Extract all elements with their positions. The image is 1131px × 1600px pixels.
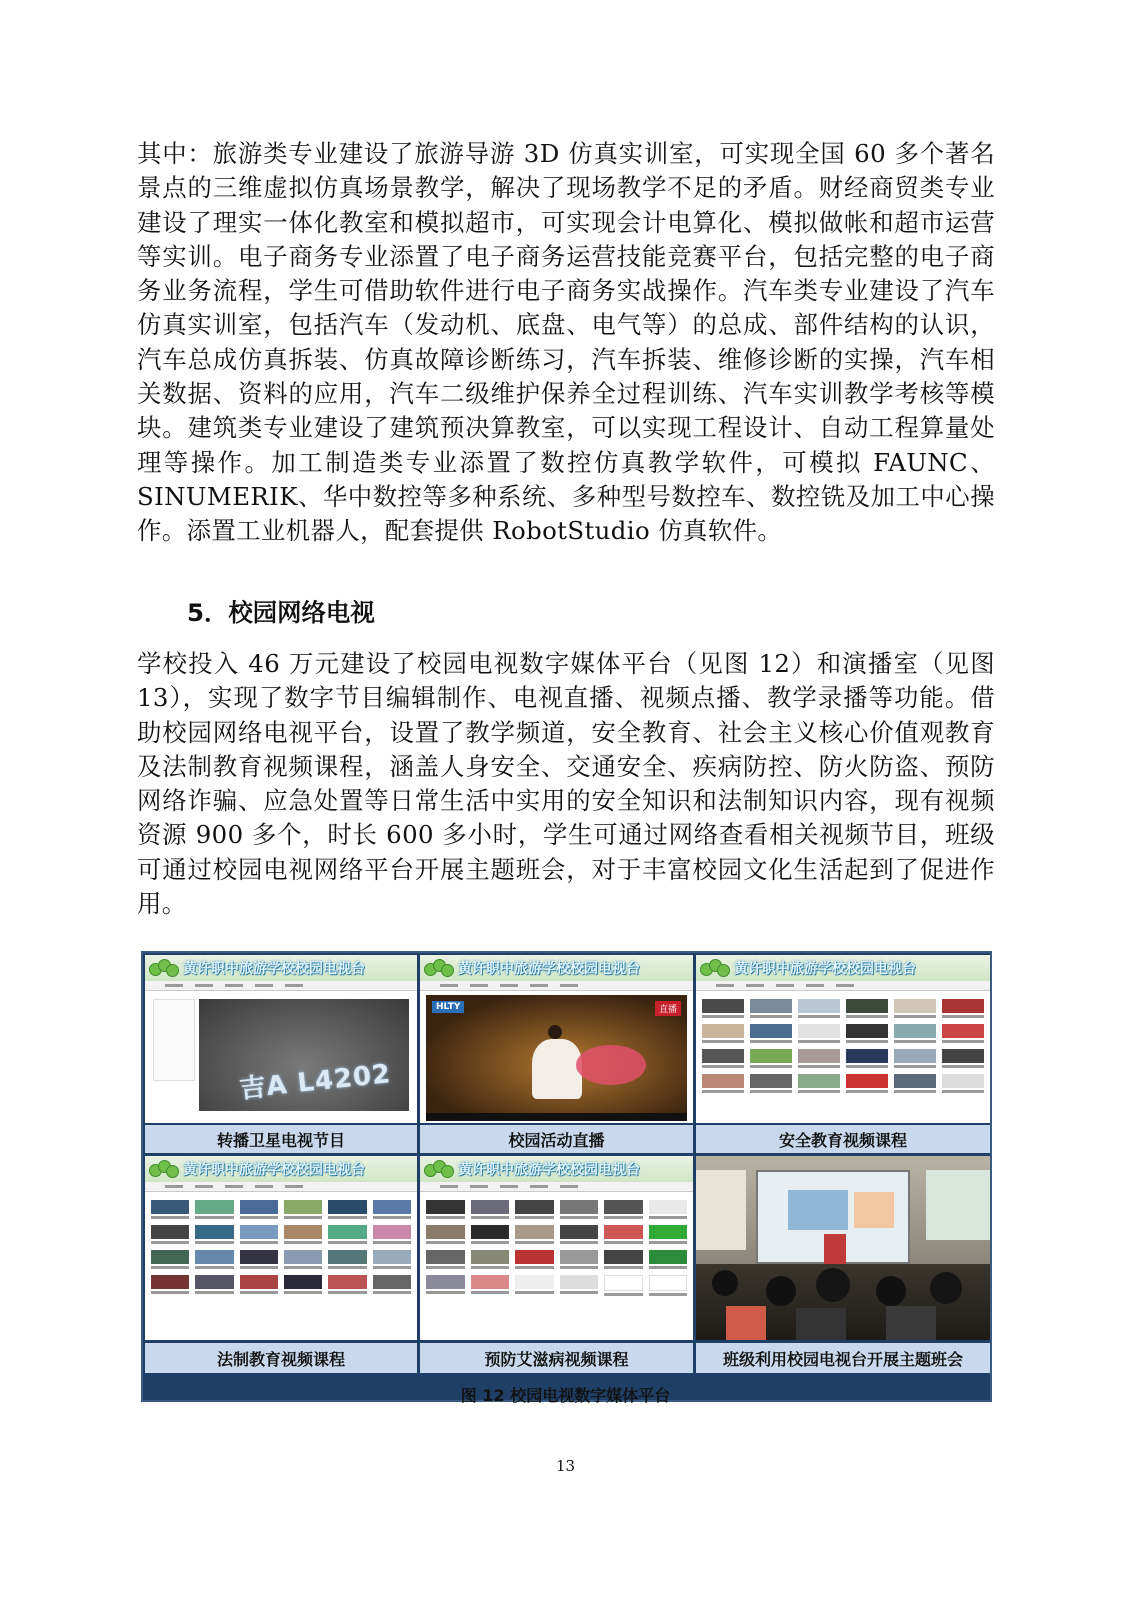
caption-satellite-tv: 转播卫星电视节目 — [145, 1125, 417, 1153]
nav-bar — [145, 1182, 417, 1192]
tv-logo-icon — [149, 1160, 179, 1178]
live-badge: 直播 — [655, 1001, 681, 1016]
figure-caption: 图 12 校园电视数字媒体平台 — [460, 1386, 671, 1405]
tv-logo-icon — [424, 1160, 454, 1178]
screenshot-satellite-tv — [145, 955, 417, 1123]
tv-banner — [145, 955, 417, 982]
video-thumbnail-grid — [702, 999, 984, 1093]
tv-banner — [420, 1156, 693, 1183]
banner-title: 黄许职中旅游学校校园电视台 — [183, 961, 365, 977]
blackboard-text-panel — [696, 1170, 746, 1250]
caption-aids-prevention: 预防艾滋病视频课程 — [420, 1343, 693, 1373]
page-number: 13 — [555, 1457, 576, 1475]
banner-title: 黄许职中旅游学校校园电视台 — [458, 1162, 640, 1178]
screenshot-legal-education — [145, 1156, 417, 1340]
player-controls — [426, 1113, 687, 1121]
live-video — [426, 995, 687, 1121]
screenshot-aids-prevention — [420, 1156, 693, 1340]
caption-campus-live: 校园活动直播 — [420, 1125, 693, 1153]
nav-bar — [420, 981, 693, 991]
caption-safety-education: 安全教育视频课程 — [696, 1125, 990, 1153]
tv-banner — [696, 955, 990, 982]
caption-class-meeting: 班级利用校园电视台开展主题班会 — [696, 1343, 990, 1373]
tv-logo-icon — [149, 959, 179, 977]
figure-collage — [141, 951, 992, 1402]
side-menu — [153, 999, 195, 1081]
screenshot-safety-education — [696, 955, 990, 1123]
banner-title: 黄许职中旅游学校校园电视台 — [458, 961, 640, 977]
dancer-head — [548, 1025, 562, 1039]
caption-legal-education: 法制教育视频课程 — [145, 1343, 417, 1373]
video-thumbnail-grid — [151, 1200, 411, 1294]
nav-bar — [696, 981, 990, 991]
tv-banner — [420, 955, 693, 982]
tv-logo-icon — [424, 959, 454, 977]
screenshot-campus-live — [420, 955, 693, 1123]
license-plate-text: 吉A L4202 — [238, 1059, 393, 1105]
banner-title: 黄许职中旅游学校校园电视台 — [734, 961, 916, 977]
photo-class-meeting — [696, 1156, 990, 1340]
tv-logo-icon — [700, 959, 730, 977]
dancer-dress — [532, 1039, 582, 1099]
video-thumbnail-grid — [426, 1200, 687, 1296]
live-logo: HLTY — [432, 1001, 464, 1013]
video-player — [199, 999, 409, 1111]
banner-title: 黄许职中旅游学校校园电视台 — [183, 1162, 365, 1178]
body-paragraph-2: 学校投入 46 万元建设了校园电视数字媒体平台（见图 12）和演播室（见图 13），实现了数字节目编辑制作、电视直播、视频点播、教学录播等功能。借助校园网络电视平台，设置了教学频道，安全教育、社会主义核心价值观教育及法制教育视频课程，涵盖人身安全、交通安全、疾病防控、防火防盗、预防网络诈骗、应急处置等日常生活中实用的安全知识和法制知识内容，现有视频资源 900 多个，时长 600 多小时，学生可通过网络查看相关视频节目，班级可通过校园电视网络平台开展主题班会，对于丰富校园文化生活起到了促进作用。 — [137, 649, 995, 919]
dancer-ribbon — [576, 1045, 646, 1085]
tv-banner — [145, 1156, 417, 1183]
body-paragraph-1: 其中：旅游类专业建设了旅游导游 3D 仿真实训室，可实现全国 60 多个著名景点的三维虚拟仿真场景教学，解决了现场教学不足的矛盾。财经商贸类专业建设了理实一体化教室和模拟超市，可实现会计电算化、模拟做帐和超市运营等实训。电子商务专业添置了电子商务运营技能竞赛平台，包括完整的电子商务业务流程，学生可借助软件进行电子商务实战操作。汽车类专业建设了汽车仿真实训室，包括汽车（发动机、底盘、电气等）的总成、部件结构的认识，汽车总成仿真拆装、仿真故障诊断练习，汽车拆装、维修诊断的实操，汽车相关数据、资料的应用，汽车二级维护保养全过程训练、汽车实训教学考核等模块。建筑类专业建设了建筑预决算教室，可以实现工程设计、自动工程算量处理等操作。加工制造类专业添置了数控仿真教学软件，可模拟 FAUNC、SINUMERIK、华中数控等多种系统、多种型号数控车、数控铣及加工中心操作。添置工业机器人，配套提供 RobotStudio 仿真软件。 — [137, 139, 995, 546]
wall-poster — [926, 1170, 990, 1240]
nav-bar — [420, 1182, 693, 1192]
teacher — [824, 1234, 846, 1264]
nav-bar — [145, 981, 417, 991]
section-heading: 5．校园网络电视 — [187, 598, 375, 627]
